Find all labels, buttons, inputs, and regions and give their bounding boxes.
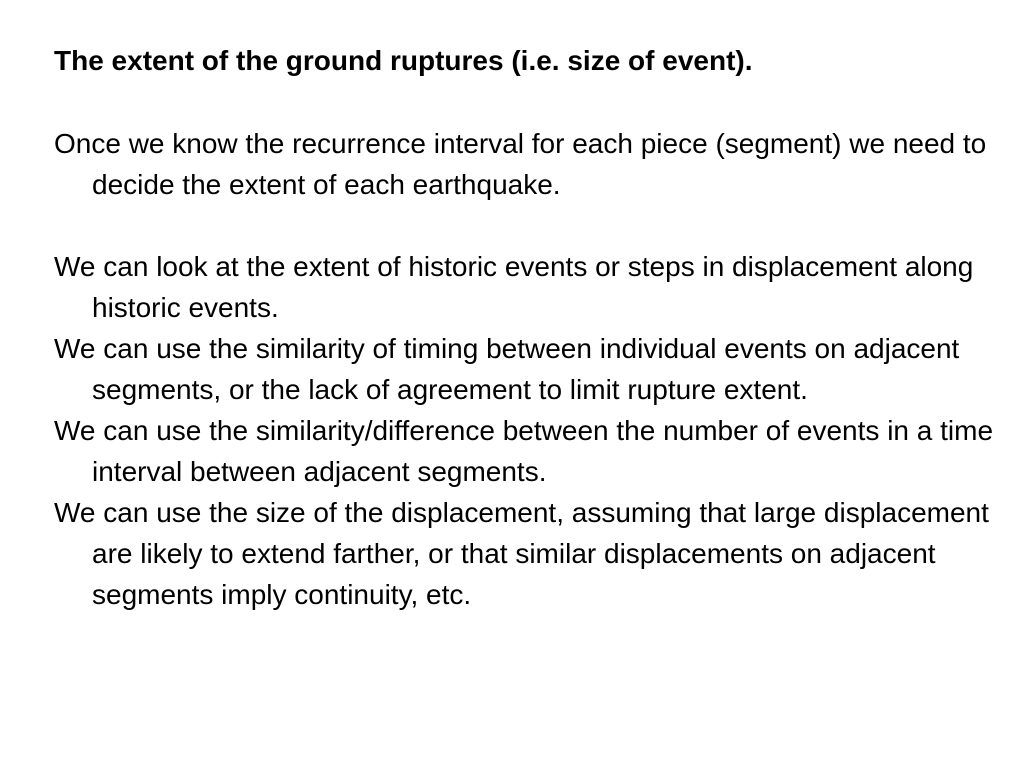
paragraph-recurrence: Once we know the recurrence interval for each piece (segment) we need to decide the extent of each earthquake. <box>54 128 987 200</box>
paragraph-displacement-size: We can use the size of the displacement, assuming that large displacement are likely to extend farther, or that similar displacements on adjacent segments imply continuity, etc. <box>54 497 989 610</box>
slide-title: The extent of the ground ruptures (i.e. size of event). <box>54 45 753 76</box>
paragraph-timing-similarity: We can use the similarity of timing between individual events on adjacent segments, or the lack of agreement to limit rupture extent. <box>54 333 960 405</box>
paragraph-event-count: We can use the similarity/difference between the number of events in a time interval between adjacent segments. <box>54 415 994 487</box>
slide-body <box>54 123 994 615</box>
paragraph-historic-events: We can look at the extent of historic events or steps in displacement along historic events. <box>54 251 974 323</box>
